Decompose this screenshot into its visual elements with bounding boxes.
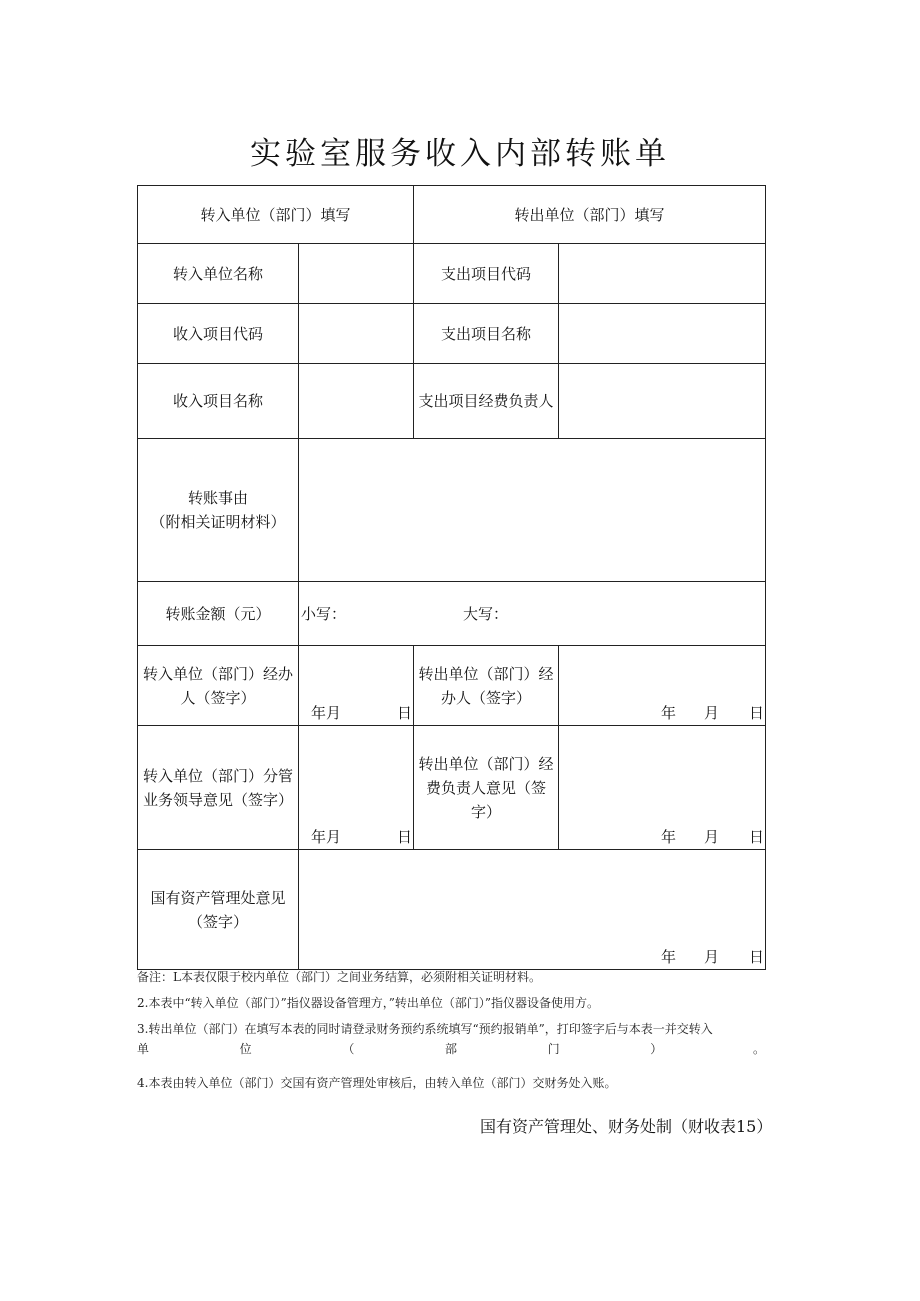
label-in-unit-name: 转入单位名称: [138, 244, 299, 304]
label-in-leader: [138, 726, 299, 850]
in-leader-line2: 业务领导意见（签字）: [142, 790, 293, 809]
label-income-project-code: 收入项目代码: [138, 304, 299, 364]
note-1: 备注：L本表仅限于校内单位（部门）之间业务结算，必须附相关证明材料。: [137, 970, 541, 984]
out-leader-line3: 字）: [471, 802, 502, 821]
header-in-party: 转入单位（部门）填写: [138, 186, 414, 244]
label-out-project-name: 支出项目名称: [414, 304, 559, 364]
note-3b-char: （: [342, 1042, 355, 1056]
sign-in-handler[interactable]: [299, 646, 414, 726]
note-3: 3.转出单位（部门）在填写本表的同时请登录财务预约系统填写“预约报销单”，打印签字后与本表一并交转入: [137, 1022, 713, 1036]
label-out-project-leader: 支出项目经费负责人: [414, 364, 559, 439]
header-out-party: 转出单位（部门）填写: [414, 186, 766, 244]
sign-out-leader[interactable]: [559, 726, 766, 850]
sign-out-handler[interactable]: [559, 646, 766, 726]
note-3b-char: ）: [650, 1042, 663, 1056]
field-income-project-code[interactable]: [299, 304, 414, 364]
note-3b-char: 位: [239, 1042, 252, 1056]
reason-line2: （附相关证明材料）: [150, 513, 286, 531]
out-leader-line2: 费负责人意见（签: [426, 778, 547, 797]
date-day: 日: [749, 704, 765, 722]
out-leader-line1: 转出单位（部门）经: [418, 754, 554, 773]
date-month: 月: [704, 704, 720, 722]
note-3b-char: 。: [752, 1042, 765, 1056]
date-year-month: 年月: [311, 704, 342, 722]
amount-lower-label: 小写：: [301, 604, 347, 623]
sign-asset-office[interactable]: [299, 850, 766, 970]
field-out-project-code[interactable]: [559, 244, 766, 304]
sign-in-leader[interactable]: [299, 726, 414, 850]
out-handler-line1: 转出单位（部门）经: [418, 664, 554, 683]
date-month: 月: [704, 828, 720, 846]
date-year: 年: [661, 948, 677, 966]
reason-line1: 转账事由: [187, 489, 248, 507]
label-income-project-name: 收入项目名称: [138, 364, 299, 439]
label-amount: 转账金额（元）: [138, 582, 299, 646]
note-3-continuation: [137, 1040, 765, 1057]
date-month: 月: [704, 948, 720, 966]
label-asset-office: [138, 850, 299, 970]
label-out-project-code: 支出项目代码: [414, 244, 559, 304]
asset-office-line2: （签字）: [187, 912, 248, 931]
field-in-unit-name[interactable]: [299, 244, 414, 304]
date-year: 年: [661, 704, 677, 722]
in-leader-line1: 转入单位（部门）分管: [142, 766, 293, 785]
asset-office-line1: 国有资产管理处意见: [150, 888, 286, 907]
date-day: 日: [749, 828, 765, 846]
note-2: 2.本表中“转入单位（部门）”指仪器设备管理方，”转出单位（部门）”指仪器设备使用方。: [137, 996, 599, 1010]
field-income-project-name[interactable]: [299, 364, 414, 439]
field-out-project-leader[interactable]: [559, 364, 766, 439]
date-day: 日: [397, 828, 413, 846]
label-in-handler: [138, 646, 299, 726]
transfer-form-table: [137, 185, 766, 970]
field-out-project-name[interactable]: [559, 304, 766, 364]
page-title: 实验室服务收入内部转账单: [250, 136, 670, 172]
label-out-leader: [414, 726, 559, 850]
amount-upper-label: 大写：: [463, 604, 509, 623]
footer-issuer: 国有资产管理处、财务处制（财收表15）: [480, 1117, 773, 1136]
in-handler-line1: 转入单位（部门）经办: [142, 664, 293, 683]
note-3b-char: 单: [137, 1042, 150, 1056]
note-4: 4.本表由转入单位（部门）交国有资产管理处审核后，由转入单位（部门）交财务处入账。: [137, 1076, 617, 1090]
label-transfer-reason: [138, 439, 299, 582]
field-transfer-reason[interactable]: [299, 439, 766, 582]
note-3b-char: 门: [547, 1042, 560, 1056]
date-year-month: 年月: [311, 828, 342, 846]
date-day: 日: [749, 948, 765, 966]
note-3b-char: 部: [444, 1042, 457, 1056]
date-year: 年: [661, 828, 677, 846]
in-handler-line2: 人（签字）: [180, 688, 256, 707]
date-day: 日: [397, 704, 413, 722]
out-handler-line2: 办人（签字）: [441, 688, 532, 707]
field-amount[interactable]: [299, 582, 766, 646]
label-out-handler: [414, 646, 559, 726]
